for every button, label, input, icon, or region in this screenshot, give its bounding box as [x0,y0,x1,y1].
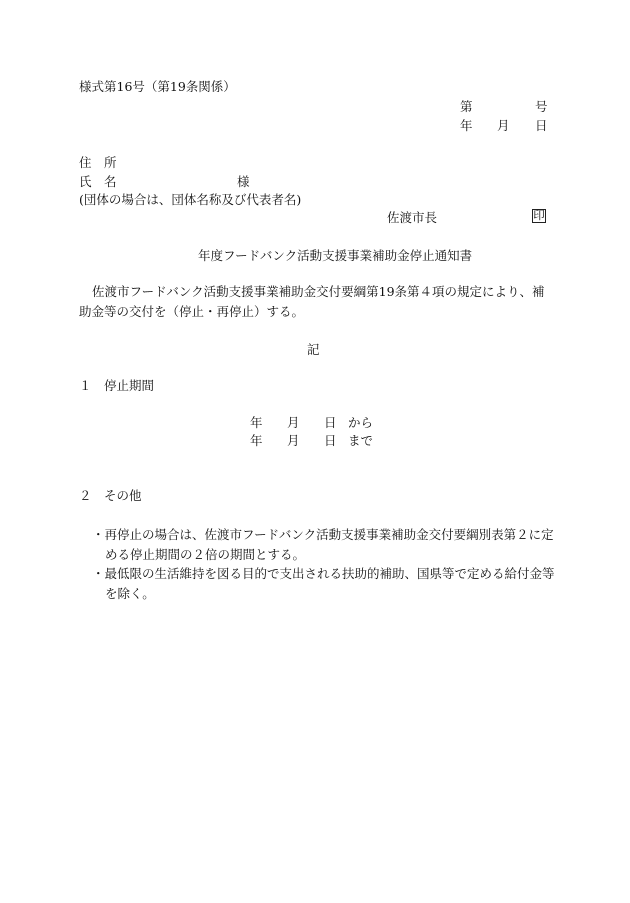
date-month: 月 [497,118,510,133]
bullet-item: ・再停止の場合は、佐渡市フードバンク活動支援事業補助金交付要綱別表第２に定める停止期間の２倍の期間とする。 [92,527,554,562]
date-year: 年 [460,118,473,133]
honorific: 様 [237,174,250,189]
from-year: 年 [250,415,263,430]
address-label: 住 所 [79,155,117,170]
doc-number-prefix: 第 [460,99,473,114]
doc-number-suffix: 号 [535,99,548,114]
from-suffix: から [348,415,374,430]
section1-heading: １ 停止期間 [79,378,155,393]
from-month: 月 [287,415,300,430]
to-month: 月 [287,433,300,448]
group-note: (団体の場合は、団体名称及び代表者名) [79,192,302,207]
body-text: 佐渡市フードバンク活動支援事業補助金交付要綱第19条第４項の規定により、補助金等の交付を（停止・再停止）する。 [79,284,545,319]
document-title: 年度フードバンク活動支援事業補助金停止通知書 [198,248,473,263]
name-label: 氏 名 [79,174,117,189]
from-day: 日 [324,415,337,430]
to-day: 日 [324,433,337,448]
issuer-title: 佐渡市長 [387,210,438,225]
to-suffix: まで [348,433,374,448]
seal-mark: 印 [533,208,545,223]
to-year: 年 [250,433,263,448]
section2-heading: ２ その他 [79,488,142,503]
date-day: 日 [535,118,548,133]
bullet-item: ・最低限の生活維持を図る目的で支出される扶助的補助、国県等で定める給付金等を除く。 [92,566,555,601]
form-label: 様式第16号（第19条関係） [79,79,236,94]
ki-label: 記 [307,342,320,357]
